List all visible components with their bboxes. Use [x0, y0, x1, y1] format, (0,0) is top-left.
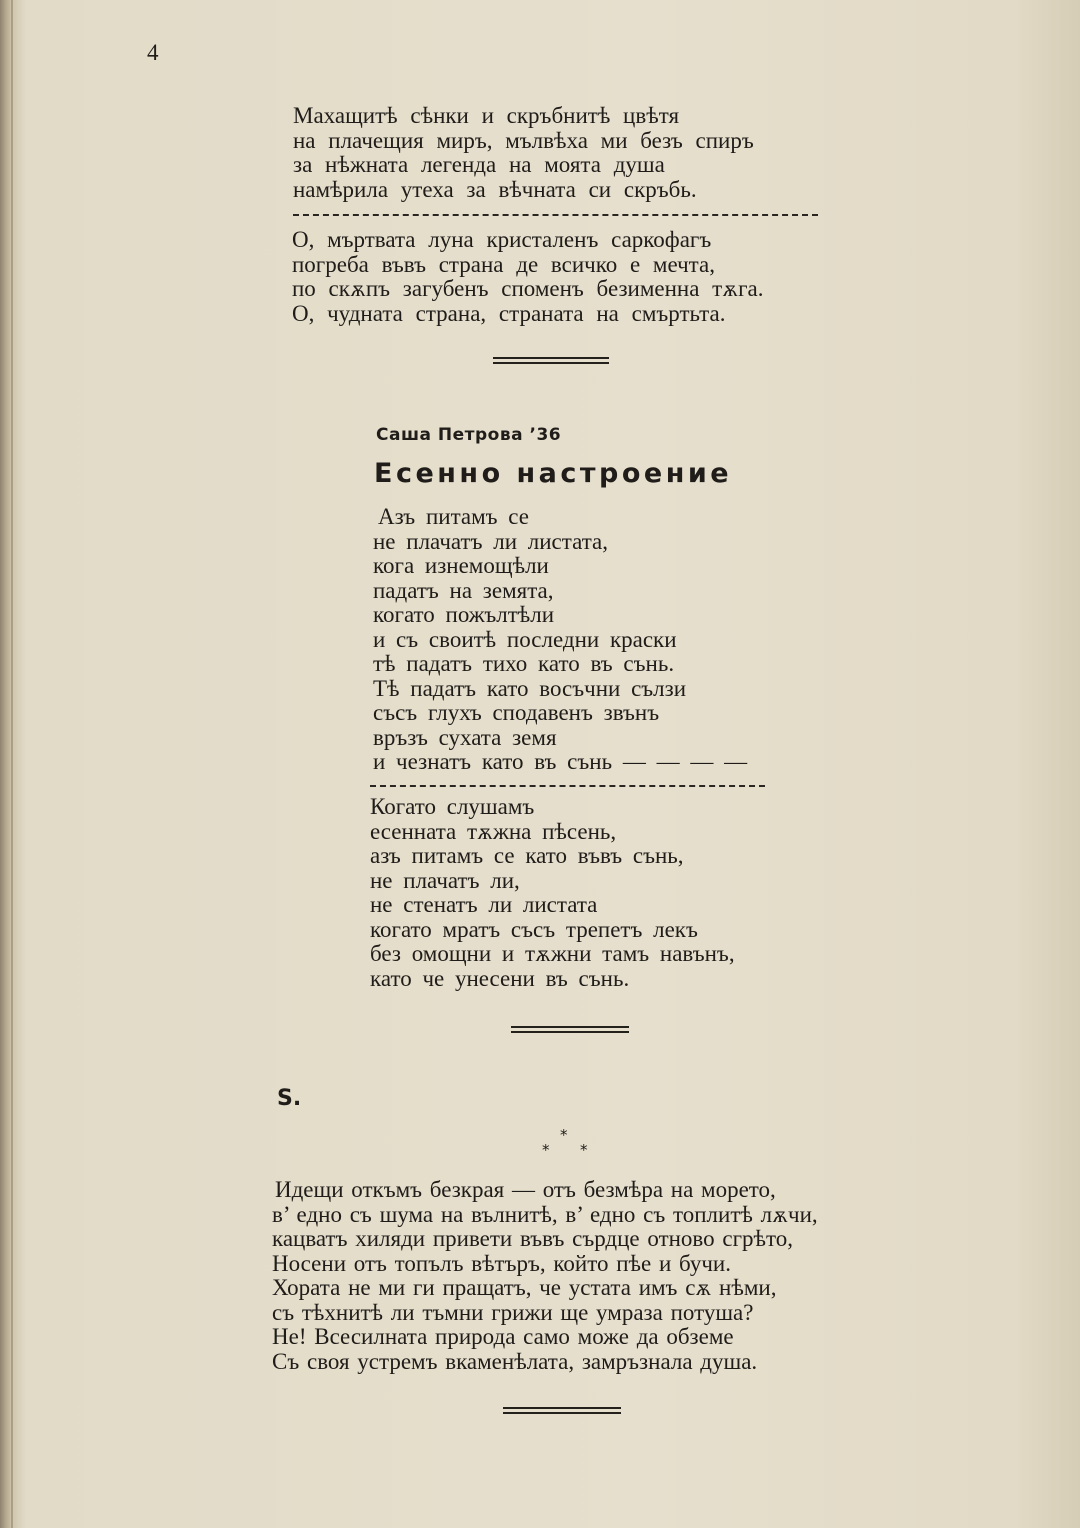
poem2-author: Саша Петрова ’36	[376, 425, 562, 445]
section-divider	[493, 357, 609, 364]
verse-line: О, мъртвата луна кристаленъ саркофагъ	[292, 227, 712, 252]
verse-line: за нѣжната легенда на моята душа	[293, 152, 665, 177]
page-number: 4	[147, 40, 159, 65]
verse-line: намѣрила утеха за вѣчната си скръбь.	[293, 176, 697, 202]
verse-line: погреба въвъ страна де всичко е мечта,	[292, 251, 715, 277]
section-divider	[503, 1407, 621, 1414]
verse-line: съсъ глухъ сподавенъ звънъ	[373, 700, 660, 725]
verse-line: връзъ сухата земя	[373, 724, 557, 750]
poem1-stanza1	[293, 104, 754, 202]
verse-line: Тѣ падатъ като восъчни сълзи	[373, 675, 687, 701]
poem2-stanza1	[373, 505, 747, 775]
verse-line: кацватъ хиляди привети въвъ сърдце отново сгрѣто,	[272, 1226, 794, 1251]
verse-line: без омощни и тѫжни тамъ навънъ,	[370, 941, 735, 966]
verse-line: като че унесени въ сънь.	[370, 965, 630, 991]
poem2-stanza2	[370, 795, 735, 991]
verse-line: и чезнатъ като въ сънь — — — —	[373, 749, 748, 774]
verse-line: когато мратъ съсъ трепетъ лекъ	[370, 916, 698, 942]
asterisk: *	[542, 1141, 550, 1159]
verse-line: не плачатъ ли,	[370, 867, 520, 893]
poem3-stanza	[272, 1178, 818, 1374]
verse-line: по скѫпъ загубенъ споменъ безименна тѫга.	[292, 276, 764, 301]
poem1-stanza2	[292, 228, 764, 326]
verse-line: съ тѣхнитѣ ли тъмни грижи ще умраза потуша?	[272, 1299, 754, 1325]
verse-line: тѣ падатъ тихо като въ сънь.	[373, 651, 675, 676]
verse-line: Хората не ми ги пращатъ, че устата имъ сѫ нѣми,	[272, 1275, 777, 1300]
verse-line: не стенатъ ли листата	[370, 892, 598, 917]
verse-line: азъ питамъ се като въвъ сънь,	[370, 843, 684, 868]
verse-line: Носени отъ топълъ вѣтъръ, който пѣе и бучи.	[272, 1250, 731, 1276]
verse-line: Не! Всесилната природа само може да обземе	[272, 1324, 734, 1349]
asterisk: *	[580, 1141, 588, 1159]
verse-line: и съ своитѣ последни краски	[373, 626, 677, 652]
stanza-divider	[370, 785, 765, 787]
section-divider	[511, 1026, 629, 1033]
page-binding-edge	[11, 0, 13, 1528]
verse-line: Когато слушамъ	[370, 794, 535, 819]
asterisk: *	[560, 1126, 568, 1144]
verse-line: есенната тѫжна пѣсень,	[370, 818, 617, 844]
verse-line: не плачатъ ли листата,	[373, 528, 608, 554]
verse-line: в’ едно съ шума на вълнитѣ, в’ едно съ топлитѣ лѫчи,	[272, 1201, 818, 1227]
verse-line: О, чудната страна, страната на смъртьта.	[292, 300, 726, 326]
verse-line: кога изнемощѣли	[373, 553, 549, 578]
poem3-author: S.	[277, 1086, 302, 1111]
verse-line: Идещи откъмъ безкрая — отъ безмѣра на морето,	[275, 1177, 776, 1202]
verse-line: Махащитѣ сѣнки и скръбнитѣ цвѣтя	[293, 103, 680, 128]
asterism	[530, 1128, 600, 1162]
verse-line: Съ своя устремъ вкаменѣлата, замръзнала душа.	[272, 1348, 758, 1374]
verse-line: на плачещия миръ, мълвѣха ми безъ спиръ	[293, 127, 754, 153]
stanza-divider	[293, 214, 818, 216]
verse-line: Азъ питамъ се	[378, 504, 529, 529]
poem2-title: Есенно настроение	[374, 458, 733, 489]
verse-line: падатъ на земята,	[373, 577, 554, 603]
verse-line: когато пожълтѣли	[373, 602, 555, 627]
